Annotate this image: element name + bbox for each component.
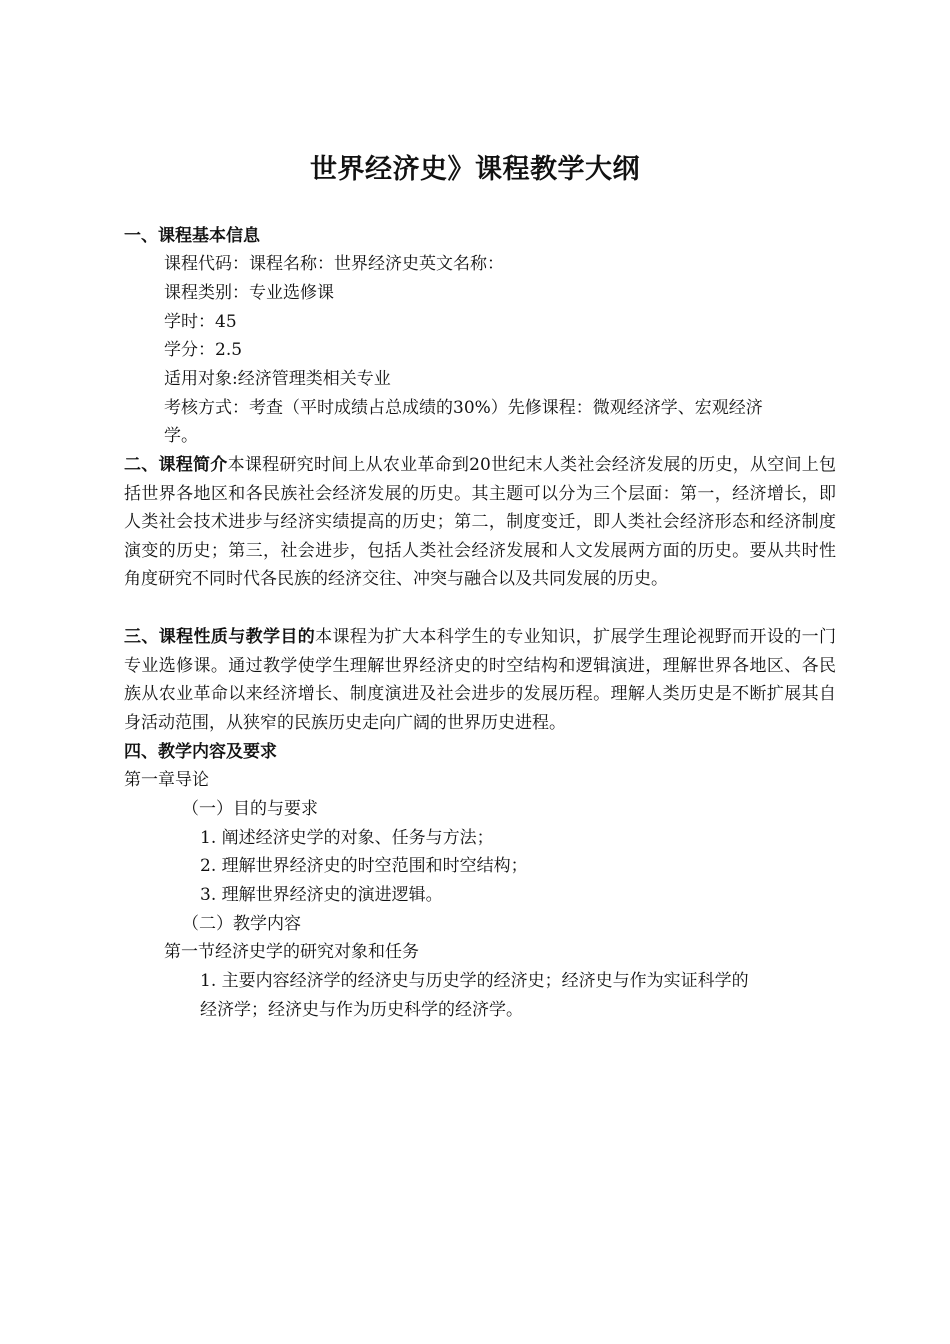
course-credits-line: 学分：2.5 [164,340,243,360]
page-title: 世界经济史》课程教学大纲 [310,154,640,185]
course-intro-paragraph [124,451,836,594]
course-nature-text: 本课程为扩大本科学生的专业知识，扩展学生理论视野而开设的一门专业选修课。通过教学使学生理解世界经济史的时空结构和逻辑演进，理解世界各地区、各民族从农业革命以来经济增长、制度演进及社会进步的发展历程。理解人类历史是不断扩展其自身活动范围，从狭窄的民族历史走向广阔的世界历史进程。 [124,627,836,733]
section-heading-nature: 三、课程性质与教学目的 [124,627,316,647]
section-title: 第一节经济史学的研究对象和任务 [164,942,419,962]
course-assessment-line: 考核方式：考查（平时成绩占总成绩的30%）先修课程：微观经济学、宏观经济 [164,398,763,418]
course-type-line: 课程类别：专业选修课 [164,283,334,303]
chapter-title: 第一章导论 [124,770,209,790]
content-line: 1. 主要内容经济学的经济史与历史学的经济史；经济史与作为实证科学的 [200,971,749,991]
section-heading-content: 四、教学内容及要求 [124,742,277,762]
list-item: 1. 阐述经济史学的对象、任务与方法； [200,828,494,848]
subsection-content: （二）教学内容 [182,914,301,934]
course-nature-paragraph [124,623,836,737]
course-code-line: 课程代码：课程名称：世界经济史英文名称： [164,254,504,274]
section-heading-basic-info: 一、课程基本信息 [124,226,260,246]
list-item: 3. 理解世界经济史的演进逻辑。 [200,885,443,905]
course-assessment-line-cont: 学。 [164,426,198,446]
section-heading-intro: 二、课程简介 [124,455,228,475]
subsection-goals: （一）目的与要求 [182,799,318,819]
course-audience-line: 适用对象:经济管理类相关专业 [164,369,391,389]
course-hours-line: 学时：45 [164,312,237,332]
list-item: 2. 理解世界经济史的时空范围和时空结构； [200,856,528,876]
course-intro-text: 本课程研究时间上从农业革命到20世纪末人类社会经济发展的历史，从空间上包括世界各地区和各民族社会经济发展的历史。其主题可以分为三个层面：第一，经济增长，即人类社会技术进步与经济实绩提高的历史；第二，制度变迁，即人类社会经济形态和经济制度演变的历史；第三，社会进步，包括人类社会经济发展和人文发展两方面的历史。要从共时性角度研究不同时代各民族的经济交往、冲突与融合以及共同发展的历史。 [124,455,836,590]
content-line-cont: 经济学；经济史与作为历史科学的经济学。 [200,1000,523,1020]
